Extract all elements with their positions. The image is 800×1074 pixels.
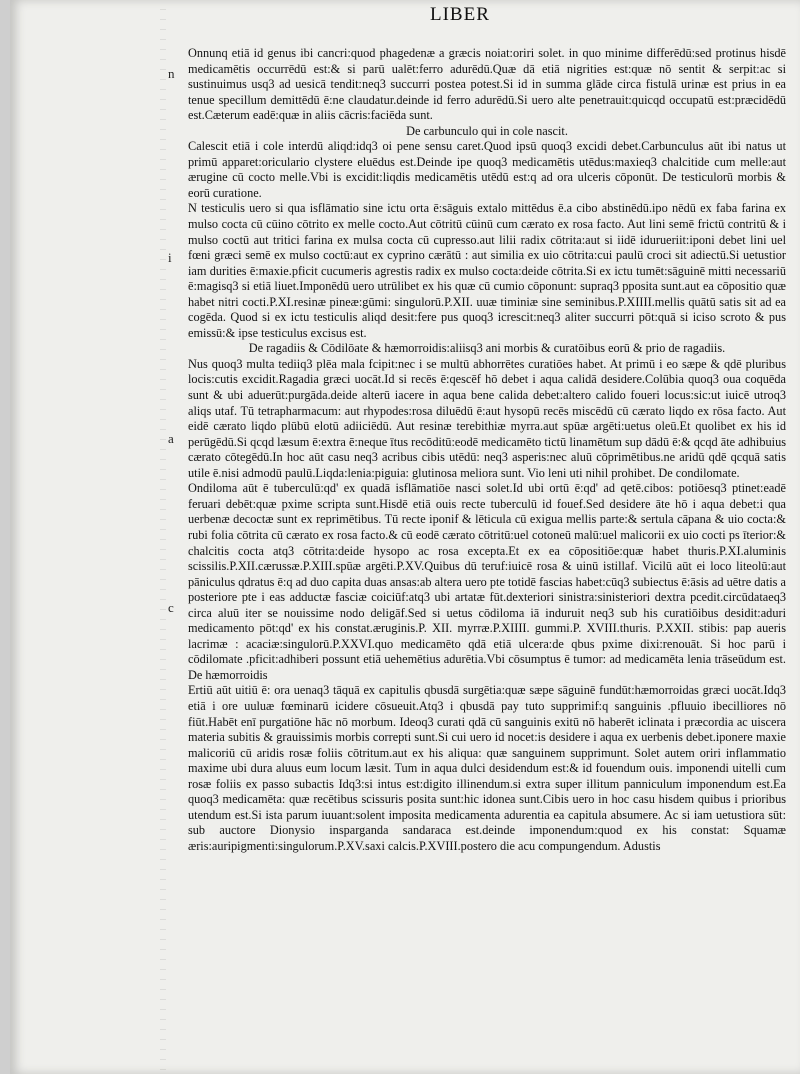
section-heading: De carbunculo qui in cole nascit. xyxy=(406,123,568,138)
margin-marker: i xyxy=(168,250,172,265)
paragraph: Onnunq etiā id genus ibi cancri:quod phagedenæ a græcis noiat:oriri solet. in quo minime differēdū:sed protinus hisdē medicamētis occurrēdū est:& si parū ualēt:ferro adurēdū.Quæ dā etiā nigrities est:quæ nō sentit & serpit:ac si sustinuimus usq3 ad uesicā tendit:neq3 succurri postea potest.Si id in summa glāde circa fistulā urinæ est prius in ea tenue specillum demittēdū ē:ne claudatur.deinde id ferro adurēdū.Si uero alte penetrauit:quicqd occupatū est:præcidēdū est.Cæterum eadē:quæ in aliis cācris:faciēda sunt. xyxy=(188,46,786,123)
margin-marker: n xyxy=(168,66,175,81)
paragraph: N testiculis uero si qua isflāmatio sine ictu orta ē:sāguis extalo mittēdus ē.a cibo abstinēdū.ipo nēdū ex faba farina ex mulso cocta cū cūino cōtrito ex melle cocto.Aut cōtritū cūinū cum cærato ex rosa facto. Aut lini semē frictū contritū & i mulso coctū aut tritici farina ex mulsa cocta cū cupresso.aut lilii radix cōtrita:aut si iidē idurueriit:iponi debet lini uel fœni græci semē ex mulso coctū:aut ex cyprino cærātū : aut similia ex uio cōtrita:cui paulū croci sit adiectū.Si uetustior iam durities ē:maxie.pficit cucumeris agrestis radix ex mulso cocta:deide cōtrita.Si ex ictu tumēt:sāguinē mitti necessariū ē:magisq3 si etiā liuet.Imponēdū uero utrūlibet ex his quæ cū cumio cōponunt: supraq3 pposita sunt.aut ea cōpositio quæ habet nitri cocti.P.XI.resinæ pineæ:gūmi: singulorū.P.XII. uuæ timiniæ sine seminibus.P.XIIII.mellis quātū satis sit ad ea cogēda. Quod si ex ictu testiculis aliqd desit:fere pus quoq3 icrescit:neq3 aliter succurri pōt:quā si iciso scroto & pus emissū:& ipse testiculus excisus est. xyxy=(188,201,786,340)
paragraph: Calescit etiā i cole interdū aliqd:idq3 oi pene sensu caret.Quod ipsū quoq3 excidi debet.Carbunculus aūt ibi natus ut primū apparet:oriculario clystere eluēdus est.Deinde ipe quoq3 medicamētis utēdus:maxieq3 chalcitide cum melle:aut ærugine cū cocto melle.Vbi is excidit:liqdis medicamētis utēdū est:q ad ora ulceris cōponūt. De testiculorū morbis & eorū curatione. xyxy=(188,139,786,200)
margin-marker: c xyxy=(168,600,174,615)
gutter-shadow xyxy=(160,0,166,1074)
paragraph: Ertiū aūt uitiū ē: ora uenaq3 tāquā ex capitulis qbusdā surgētia:quæ sæpe sāguinē fundūt:hæmorroidas græci uocāt.Idq3 etiā i ore uuluæ fœminarū icidere cōsueuit.Atq3 i qbusdā pay tuto supprimif:q sanguinis .pfluuio ibecilliores nō fiūt.Habēt enī purgatiōne hāc nō morbum. Ideoq3 curati qdā cū sanguinis exitū nō haberēt iclinata i præcordia ac uiscera materia subitis & grauissimis morbis correpti sunt.Si cui uero id nocet:is desidere i aqua ex uerbenis debet.iponere maxie malicoriū cū aridis rosæ foliis cōtritum.aut ex his aliqua: quæ sanguinem supprimunt. Solet autem oriri inflammatio maxime ubi dura aluus eum locum læsit. Tum in aqua dulci desidendum est:& id fouendum ouis. imponendi uitelli cum rosæ foliis ex passo subactis Idq3:si intus est:digito illinendum.si extra super illitum panniculum imponendum est.Ea quoq3 medicamēta: quæ recētibus scissuris posita sunt:hic idonea sunt.Cibis uero in hoc casu hisdem quibus i prioribus utendum est.Si ista parum iuuant:solent imposita medicamenta adurentia ea capitula absumere. Ac si iam uetustiora sūt: sub auctore Dionysio insparganda sandaraca est.deinde imponendum:quod ex his constat: Squamæ æris:auripigmenti:singulorum.P.XV.saxi calcis.P.XVIII.postero die acu compungendum. Adustis xyxy=(188,683,786,853)
book-page xyxy=(10,0,800,1074)
paragraph: Ondiloma aūt ē tuberculū:qd' ex quadā isflāmatiōe nasci solet.Id ubi ortū ē:qd' ad qetē.cibos: potiōesq3 ptinet:eadē feruari debēt:quæ pxime scripta sunt.Hisdē etiā ouis recte tuberculū id fouef.Sed desidere āte hō i aqua debet:i qua uerbenæ decoctæ sunt ex reprimētibus. Tū recte iponif & lēticula cū exigua mellis parte:& sertula cāpana & uio cocta:& rubi folia cōtrita cū cærato ex rosa facto.& cū eodē cærato cōtritū:uel cotoneū malū:uel malicorii ex uio cocti ps īterior:& chalcitis cocta atq3 cōtrita:deide hysopo ac rosa excepta.Et ex ea cōpositiōe:quæ habet thuris.P.XI.aluminis scissilis.P.XII.cærussæ.P.XIII.spūæ argēti.P.XV.Quibus dū teruf:iuicē rosa & uinū istillaf. Vicilū aūt ei loco liteolū:aut pāniculus qdratus ē:q ad duo capita duas ansas:ab altera uero pte totidē fascias habet:cūq3 subiectus ē:āsis ad uētre datis a posteriore pte i eas adductæ fasciæ coiciūf:atq3 ubi artatæ fūt.dexteriori sinistra:sinisteriori dextra pcedit.circūdataeq3 circa aluū iter se nouissime nodo deligāf.Sed si uetus cōdiloma iā induruit neq3 sub his curatiōibus desidit:aduri medicamento pōt:qd' ex his constat.æruginis.P. XII. myrræ.P.XIIII. gummi.P. XVIII.thuris. P.XXII. stibis: pap aueris lacrimæ : acaciæ:singulorū.P.XXVI.quo medicamēto qdā etiā ulcera:de qbus pxime dixi:renouāt. Si hoc parū i cōdilomate .pficit:adhiberi possunt etiā uehemētius adurētia.Vbi cōsumptus ē tumor: ad medicamēta lenia trāseūdum est. De hæmorroidis xyxy=(188,481,786,682)
margin-marker: a xyxy=(168,431,174,446)
page-header-title: LIBER xyxy=(430,4,490,25)
section-heading: De ragadiis & Cōdilōate & hæmorroidis:aliisq3 ani morbis & curatōibus eorū & prio de ragadiis. xyxy=(248,341,726,356)
paragraph: Nus quoq3 multa tediiq3 plēa mala fcipit:nec i se multū abhorrētes curatiōes habet. At primū i eo sæpe & qdē pluribus locis:cutis excidit.Ragadia græci uocāt.Id si recēs ē:qescēf hō debet i aqua calidā desidere.Colūbia quoq3 oua coquēda sunt & ubi aduerūt:purgāda.deide alterū iacere in aqua bene calida debet:altero calido foueri locus:sic:ut iuicē utroq3 aliqs utaf. Tū tetrapharmacum: aut rhypodes:rosa diluēdū ē:aut hysopū recēs miscēdū cū cærato liqdo ex rōsa facto. Aut eidē cærato liqdo plūbū elotū adiiciēdū. Aut resinæ terebithiæ myrra.aut spūæ argēti:uetus oleū.Et quolibet ex his id perūgēdū.Si qcqd læsum ē:extra ē:neque ītus recōditū:eodē medicamēto tictū linamētum sup dādū ē:& qcqd āte adhibuius cærato cōtegēdū.In hoc aūt casu neq3 acribus cibis utēdū: neq3 asperis:nec aluū cōprimētibus.ne aridū qdē qcquā satis utile ē.nisi admodū paulū.Liqda:lenia:piguia: glutinosa meliora sunt. Vio leni uti nihil prohibet. De condilomate. xyxy=(188,356,786,480)
page-body xyxy=(188,46,786,854)
